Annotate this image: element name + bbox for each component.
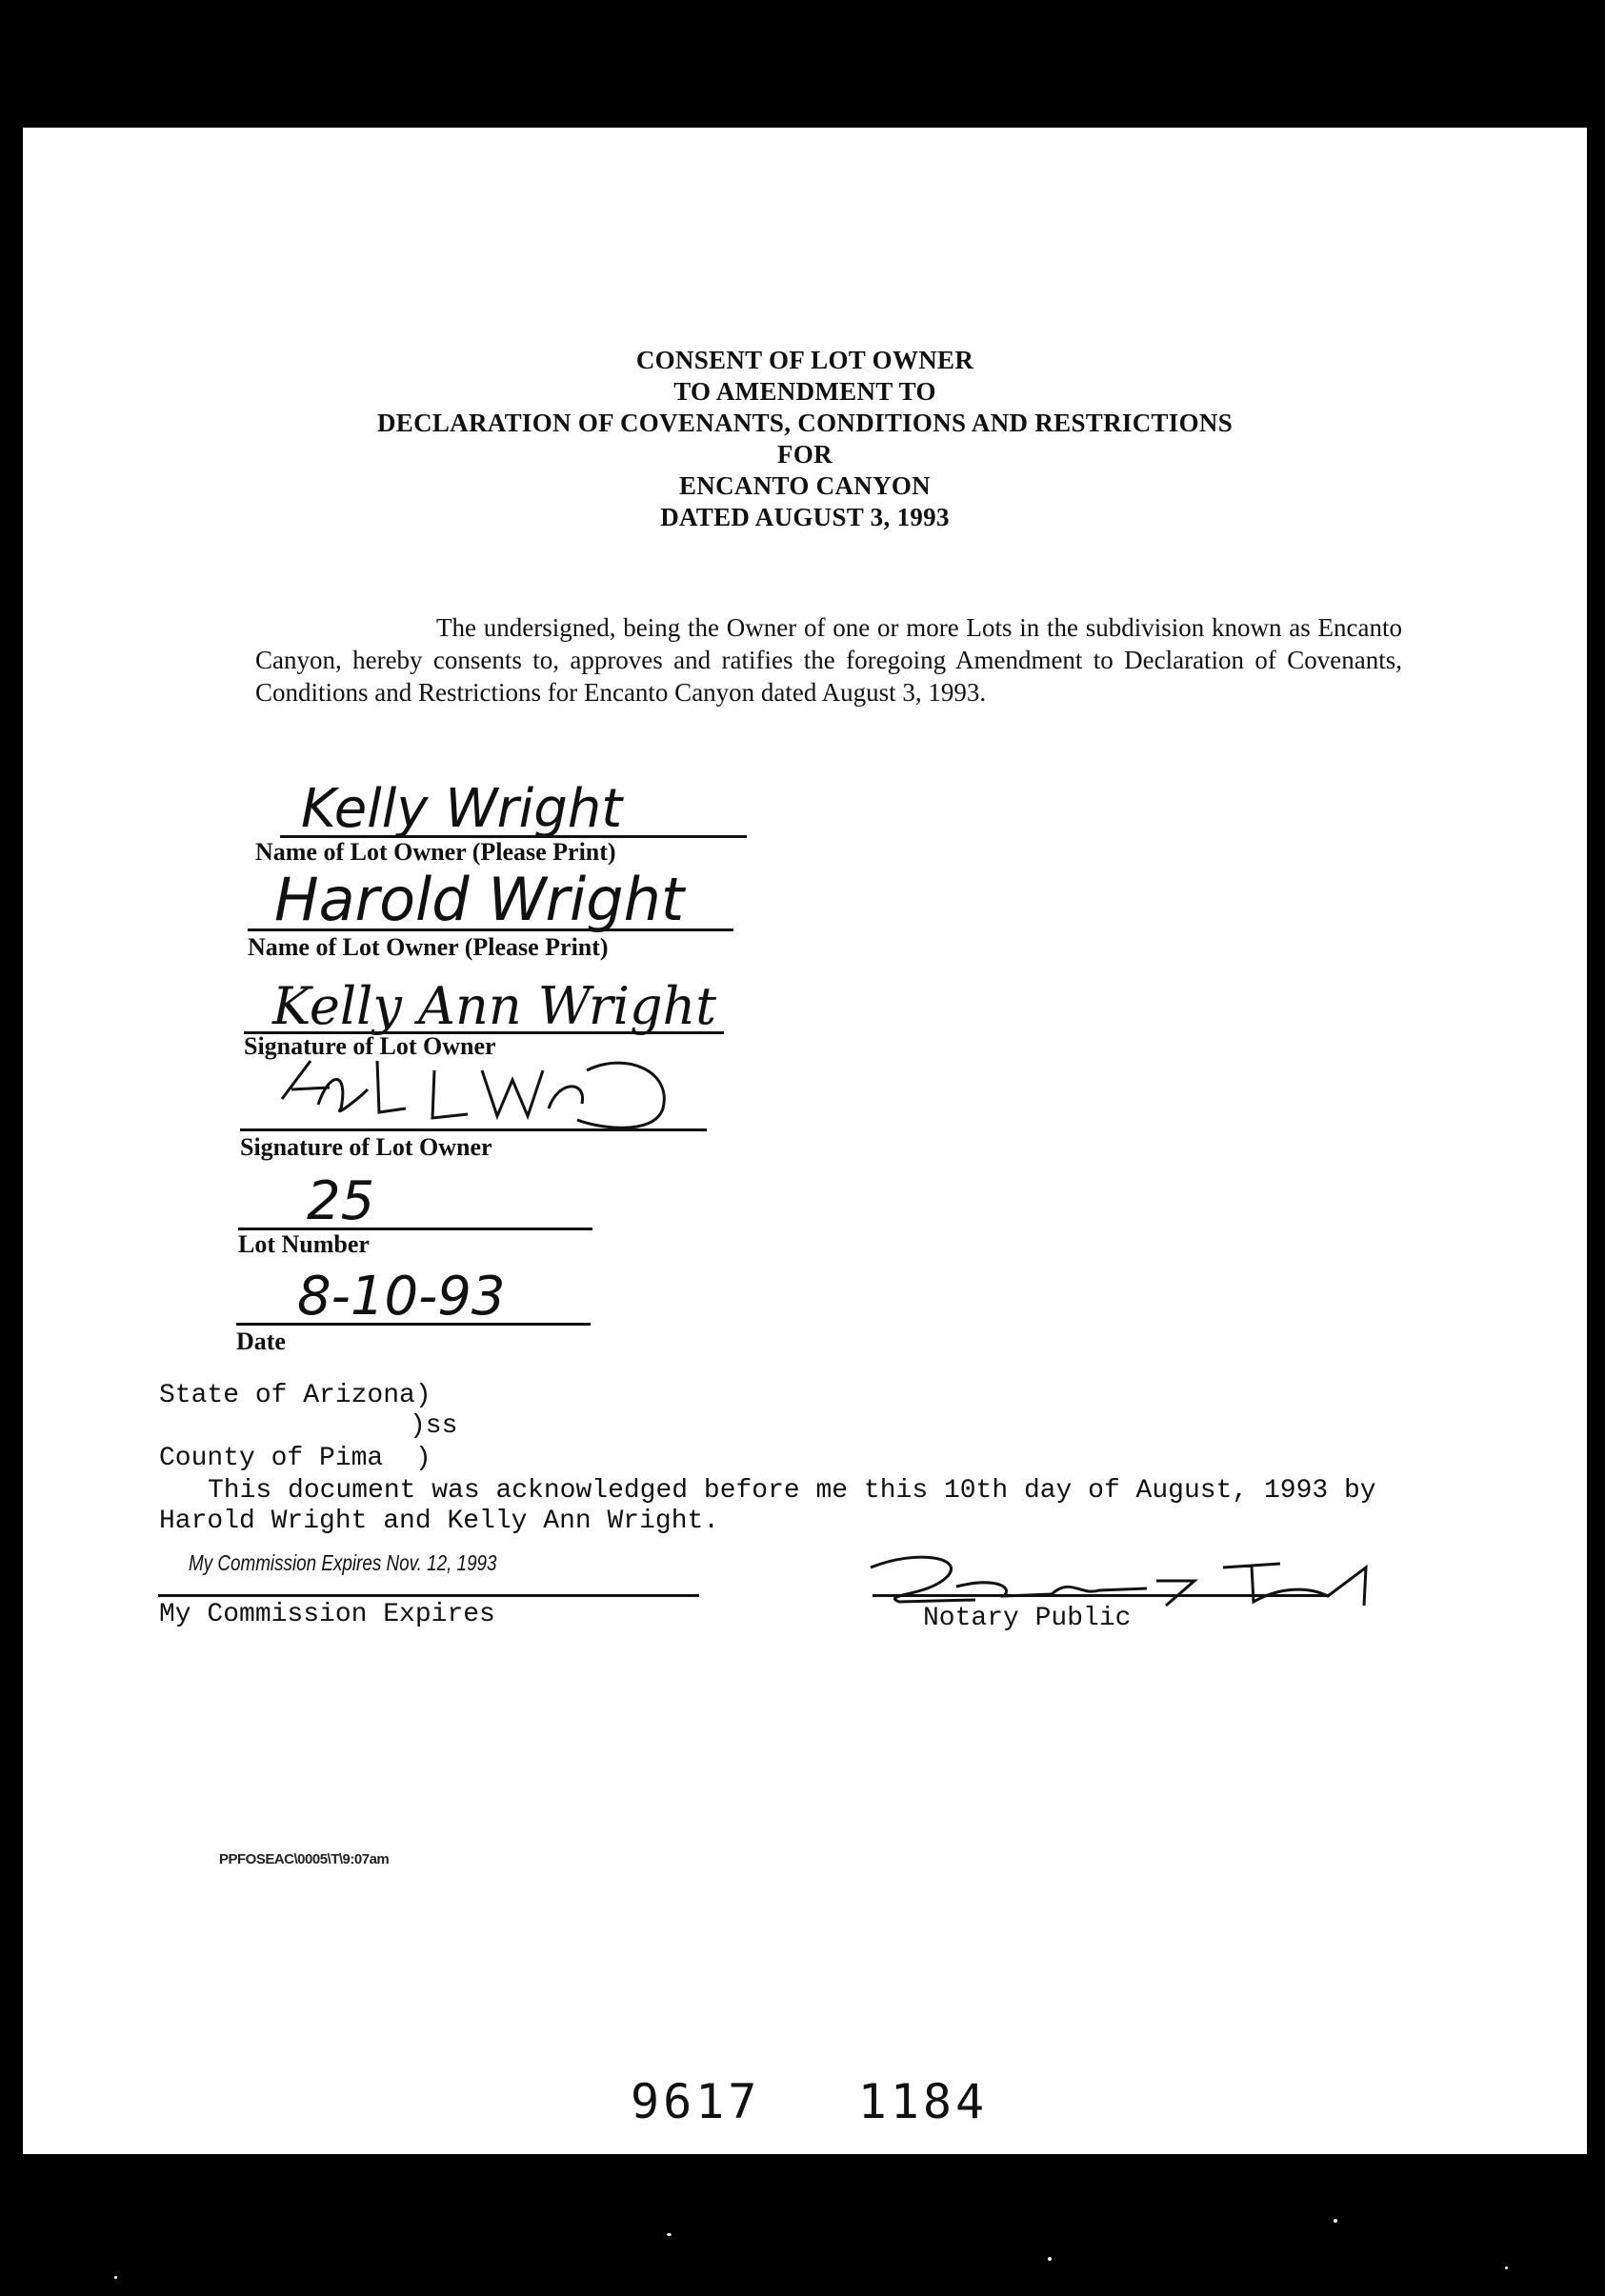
owner-name-2-line bbox=[248, 928, 733, 931]
owner-name-2-label: Name of Lot Owner (Please Print) bbox=[248, 933, 609, 961]
signature-2-scribble bbox=[272, 1032, 692, 1137]
signature-1-label: Signature of Lot Owner bbox=[244, 1032, 496, 1060]
title-line-3: DECLARATION OF COVENANTS, CONDITIONS AND RESTRICTIONS bbox=[376, 409, 1234, 437]
document-page bbox=[23, 128, 1587, 2154]
acknowledgment-line-2: Harold Wright and Kelly Ann Wright. bbox=[159, 1507, 720, 1536]
owner-name-2-value: Harold Wright bbox=[274, 865, 685, 934]
notary-public-label: Notary Public bbox=[923, 1604, 1132, 1633]
footer-code: PPFOSEAC\0005\T\9:07am bbox=[219, 1851, 390, 1867]
commission-line bbox=[158, 1594, 699, 1597]
document-title bbox=[23, 345, 1587, 533]
date-field[interactable] bbox=[236, 1234, 591, 1326]
lot-number-label: Lot Number bbox=[238, 1230, 370, 1258]
signature-1-value: Kelly Ann Wright bbox=[272, 976, 716, 1036]
title-line-4: FOR bbox=[777, 440, 833, 469]
owner-name-1-field[interactable] bbox=[280, 743, 747, 838]
date-label: Date bbox=[236, 1328, 286, 1355]
commission-stamp: My Commission Expires Nov. 12, 1993 bbox=[189, 1550, 497, 1575]
signature-1-field[interactable] bbox=[244, 948, 724, 1034]
ss-line: )ss bbox=[410, 1411, 458, 1441]
owner-name-1-value: Kelly Wright bbox=[301, 778, 623, 840]
title-line-5: ENCANTO CANYON bbox=[679, 471, 931, 500]
document-number: 9617 1184 bbox=[631, 2074, 989, 2129]
owner-name-1-label: Name of Lot Owner (Please Print) bbox=[255, 838, 616, 866]
county-line: County of Pima ) bbox=[159, 1444, 431, 1473]
commission-label: My Commission Expires bbox=[159, 1600, 495, 1629]
signature-2-field[interactable] bbox=[240, 1044, 726, 1131]
date-value: 8-10-93 bbox=[297, 1266, 506, 1328]
lot-number-field[interactable] bbox=[238, 1143, 592, 1230]
signature-2-label: Signature of Lot Owner bbox=[240, 1133, 492, 1161]
owner-name-2-field[interactable] bbox=[248, 840, 733, 934]
consent-paragraph: The undersigned, being the Owner of one or more Lots in the subdivision known as Encanto Canyon, hereby consents to, approves and ratifies the foregoing Amendment to Declaration of Covenants, Conditions and Restrictions for Encanto Canyon dated August 3, 1993. bbox=[255, 613, 1402, 707]
state-line: State of Arizona) bbox=[159, 1381, 431, 1410]
signature-2-line bbox=[240, 1128, 707, 1131]
title-line-2: TO AMENDMENT TO bbox=[673, 377, 936, 406]
notary-line bbox=[873, 1594, 1330, 1597]
title-line-6: DATED AUGUST 3, 1993 bbox=[660, 503, 950, 531]
acknowledgment-line-1: This document was acknowledged before me this 10th day of August, 1993 by bbox=[208, 1476, 1376, 1506]
title-line-1: CONSENT OF LOT OWNER bbox=[635, 346, 974, 374]
lot-number-value: 25 bbox=[307, 1170, 375, 1232]
date-line bbox=[236, 1323, 591, 1326]
